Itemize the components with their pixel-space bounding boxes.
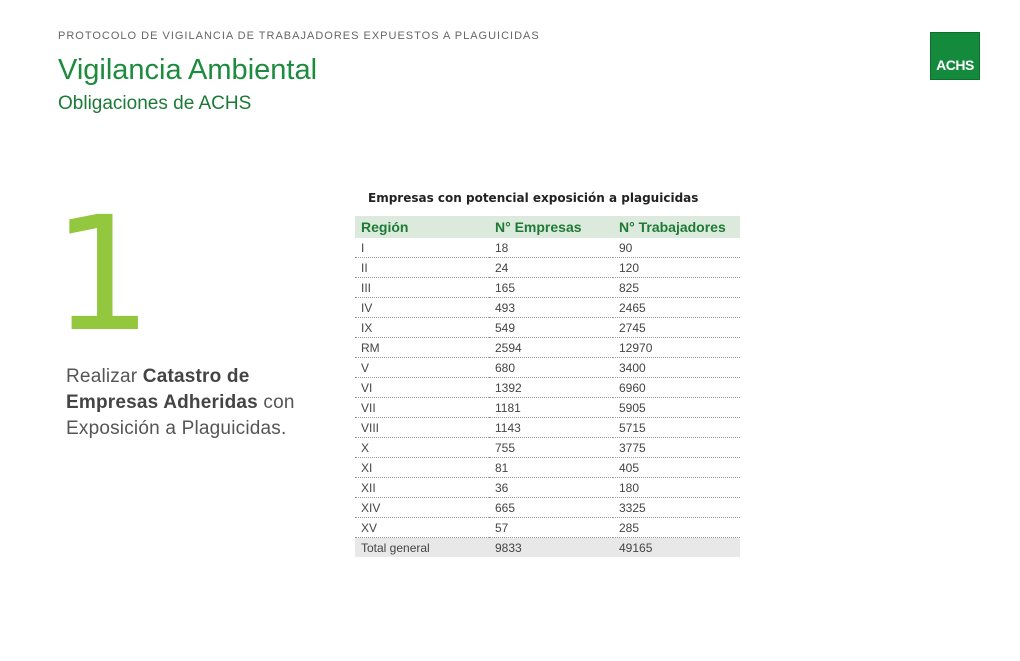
cell-companies: 680 <box>489 358 613 378</box>
step-description <box>66 364 306 442</box>
cell-workers: 5905 <box>613 398 740 418</box>
cell-region: IX <box>355 318 489 338</box>
cell-workers: 6960 <box>613 378 740 398</box>
table-row <box>355 498 740 518</box>
cell-workers: 5715 <box>613 418 740 438</box>
cell-region: VI <box>355 378 489 398</box>
table-row <box>355 378 740 398</box>
cell-workers: 825 <box>613 278 740 298</box>
table-total-row <box>355 538 740 558</box>
cell-workers: 2745 <box>613 318 740 338</box>
cell-workers: 405 <box>613 458 740 478</box>
header-region: Región <box>355 216 489 238</box>
cell-workers: 180 <box>613 478 740 498</box>
table-row <box>355 518 740 538</box>
step-number: 1 <box>52 183 153 367</box>
cell-region: XI <box>355 458 489 478</box>
total-cell-region: Total general <box>355 538 489 558</box>
total-cell-companies: 9833 <box>489 538 613 558</box>
cell-region: I <box>355 238 489 258</box>
table-row <box>355 278 740 298</box>
cell-workers: 2465 <box>613 298 740 318</box>
cell-companies: 57 <box>489 518 613 538</box>
table-row <box>355 298 740 318</box>
cell-region: XV <box>355 518 489 538</box>
table-row <box>355 478 740 498</box>
cell-region: XII <box>355 478 489 498</box>
cell-region: IV <box>355 298 489 318</box>
cell-companies: 2594 <box>489 338 613 358</box>
step-text-bold: Catastro de Empresas Adheridas <box>66 366 258 413</box>
cell-companies: 1143 <box>489 418 613 438</box>
table-row <box>355 398 740 418</box>
table-row <box>355 338 740 358</box>
cell-workers: 3775 <box>613 438 740 458</box>
table-title: Empresas con potencial exposición a plaguicidas <box>368 191 699 205</box>
total-cell-workers: 49165 <box>613 538 740 558</box>
cell-companies: 24 <box>489 258 613 278</box>
cell-companies: 549 <box>489 318 613 338</box>
cell-workers: 285 <box>613 518 740 538</box>
cell-companies: 1181 <box>489 398 613 418</box>
page-title: Vigilancia Ambiental <box>58 54 318 86</box>
table-row <box>355 458 740 478</box>
table-body <box>355 238 740 557</box>
table-row <box>355 318 740 338</box>
cell-region: II <box>355 258 489 278</box>
cell-companies: 493 <box>489 298 613 318</box>
cell-companies: 755 <box>489 438 613 458</box>
protocol-kicker: PROTOCOLO DE VIGILANCIA DE TRABAJADORES EXPUESTOS A PLAGUICIDAS <box>58 30 540 42</box>
cell-workers: 3325 <box>613 498 740 518</box>
cell-workers: 3400 <box>613 358 740 378</box>
cell-region: VIII <box>355 418 489 438</box>
cell-workers: 12970 <box>613 338 740 358</box>
cell-region: RM <box>355 338 489 358</box>
cell-companies: 165 <box>489 278 613 298</box>
table-row <box>355 418 740 438</box>
cell-workers: 90 <box>613 238 740 258</box>
cell-companies: 665 <box>489 498 613 518</box>
header-workers: N° Trabajadores <box>613 216 740 238</box>
header-companies: N° Empresas <box>489 216 613 238</box>
step-text-part1: Realizar <box>66 366 143 387</box>
table-row <box>355 258 740 278</box>
cell-companies: 81 <box>489 458 613 478</box>
cell-region: VII <box>355 398 489 418</box>
table-header-row <box>355 216 740 238</box>
cell-region: XIV <box>355 498 489 518</box>
cell-region: X <box>355 438 489 458</box>
table-row <box>355 358 740 378</box>
achs-logo-text: ACHS <box>936 57 974 73</box>
cell-region: III <box>355 278 489 298</box>
cell-region: V <box>355 358 489 378</box>
step-text-part2: con Exposición a Plaguicidas. <box>66 392 295 439</box>
achs-logo <box>930 32 980 80</box>
cell-companies: 18 <box>489 238 613 258</box>
cell-companies: 36 <box>489 478 613 498</box>
page-subtitle: Obligaciones de ACHS <box>58 93 252 114</box>
companies-table <box>355 216 740 557</box>
table-row <box>355 438 740 458</box>
cell-workers: 120 <box>613 258 740 278</box>
table-row <box>355 238 740 258</box>
cell-companies: 1392 <box>489 378 613 398</box>
